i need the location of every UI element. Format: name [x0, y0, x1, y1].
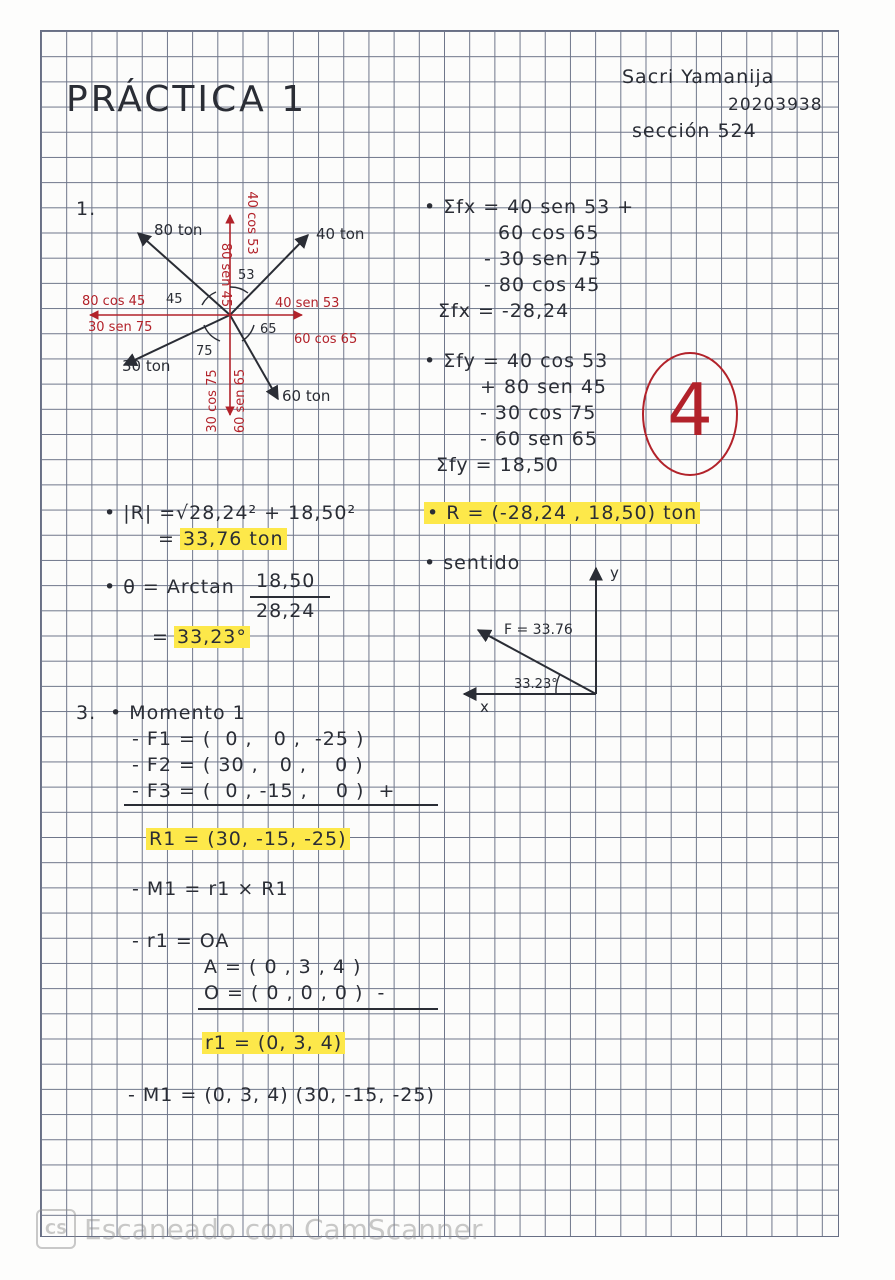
grade-value: 4	[667, 368, 713, 452]
label-80-ton: 80 ton	[154, 221, 203, 239]
magnitude-prefix: • |R| =	[104, 502, 177, 524]
sentido-label: • sentido	[424, 552, 521, 574]
angle-label-45: 45	[166, 292, 183, 307]
sum-fy-line-2: + 80 sen 45	[480, 376, 608, 398]
label-30sen75: 30 sen 75	[88, 320, 153, 335]
vector-80-ton	[138, 233, 230, 315]
problem-1-number: 1.	[76, 198, 97, 220]
angle-arc-45	[202, 292, 216, 305]
point-a: A = ( 0 , 3 , 4 )	[204, 956, 362, 978]
label-40cos53: 40 cos 53	[244, 191, 259, 255]
sentido-axis-x-label: x	[480, 698, 489, 716]
resultant-vector: • R = (-28,24 , 18,50) ton	[424, 502, 700, 524]
sentido-force-label: F = 33.76	[504, 622, 573, 638]
point-o: O = ( 0 , 0 , 0 ) -	[204, 982, 386, 1004]
angle-arc-75	[204, 325, 220, 341]
r1-result: r1 = (0, 3, 4)	[202, 1032, 345, 1054]
angle-numerator: 18,50	[256, 570, 316, 592]
sum-fx-line-3: - 30 sen 75	[484, 248, 602, 270]
label-30cos75: 30 cos 75	[205, 369, 220, 433]
magnitude-result: 33,76 ton	[180, 528, 287, 550]
sum-rule-1	[124, 804, 438, 806]
page-title: PRÁCTICA 1	[66, 79, 308, 120]
sentido-axis-y-label: y	[610, 564, 619, 582]
angle-equals: =	[152, 626, 169, 648]
sum-fx-line-4: - 80 cos 45	[484, 274, 601, 296]
sum-fx-line-1: • Σfx = 40 sen 53 +	[424, 196, 635, 218]
r1-total: R1 = (30, -15, -25)	[146, 828, 350, 850]
angle-label-53: 53	[238, 268, 255, 283]
r1-definition: - r1 = OA	[132, 930, 230, 952]
sum-rule-2	[198, 1008, 438, 1010]
sum-fy-result: Σfy = 18,50	[436, 454, 559, 476]
camscanner-watermark	[36, 1208, 482, 1250]
label-40-ton: 40 ton	[316, 225, 365, 243]
label-80cos45: 80 cos 45	[82, 294, 146, 309]
grade-circle	[642, 352, 738, 476]
angle-label-75: 75	[196, 344, 213, 359]
force-diagram	[70, 175, 410, 465]
label-60sen65: 60 sen 65	[233, 368, 248, 434]
sum-fx-result: Σfx = -28,24	[438, 300, 570, 322]
sum-fy-line-4: - 60 sen 65	[480, 428, 598, 450]
angle-prefix: • θ = Arctan	[104, 576, 235, 598]
label-60cos65: 60 cos 65	[294, 332, 358, 347]
force-f1: - F1 = ( 0 , 0 , -25 )	[132, 728, 365, 750]
magnitude-expression: √28,24² + 18,50²	[176, 502, 357, 524]
label-30-ton: 30 ton	[122, 357, 171, 375]
student-id: 20203938	[728, 95, 823, 115]
problem-3-number: 3.	[76, 702, 97, 724]
sum-fy-line-3: - 30 cos 75	[480, 402, 597, 424]
label-80sen45: 80 sen 45	[218, 242, 233, 308]
moment-heading: • Momento 1	[110, 702, 246, 724]
angle-denominator: 28,24	[256, 600, 316, 622]
fraction-bar	[250, 596, 330, 598]
m1-expression: - M1 = (0, 3, 4) (30, -15, -25)	[128, 1084, 435, 1106]
force-f2: - F2 = ( 30 , 0 , 0 )	[132, 754, 364, 776]
angle-label-65: 65	[260, 322, 277, 337]
camscanner-text: Escaneado con CamScanner	[84, 1212, 483, 1246]
sentido-diagram	[456, 560, 656, 720]
magnitude-equals: =	[158, 528, 175, 550]
sum-fx-line-2: 60 cos 65	[498, 222, 600, 244]
sentido-angle-label: 33.23°	[514, 677, 558, 692]
section-label: sección 524	[632, 120, 757, 142]
angle-result: 33,23°	[174, 626, 250, 648]
m1-definition: - M1 = r1 × R1	[132, 878, 289, 900]
label-60-ton: 60 ton	[282, 387, 331, 405]
label-40sen53: 40 sen 53	[275, 296, 340, 311]
force-f3: - F3 = ( 0 , -15 , 0 ) +	[132, 780, 396, 802]
student-name: Sacri Yamanija	[622, 66, 775, 88]
camscanner-logo: CS	[36, 1209, 76, 1249]
sum-fy-line-1: • Σfy = 40 cos 53	[424, 350, 609, 372]
